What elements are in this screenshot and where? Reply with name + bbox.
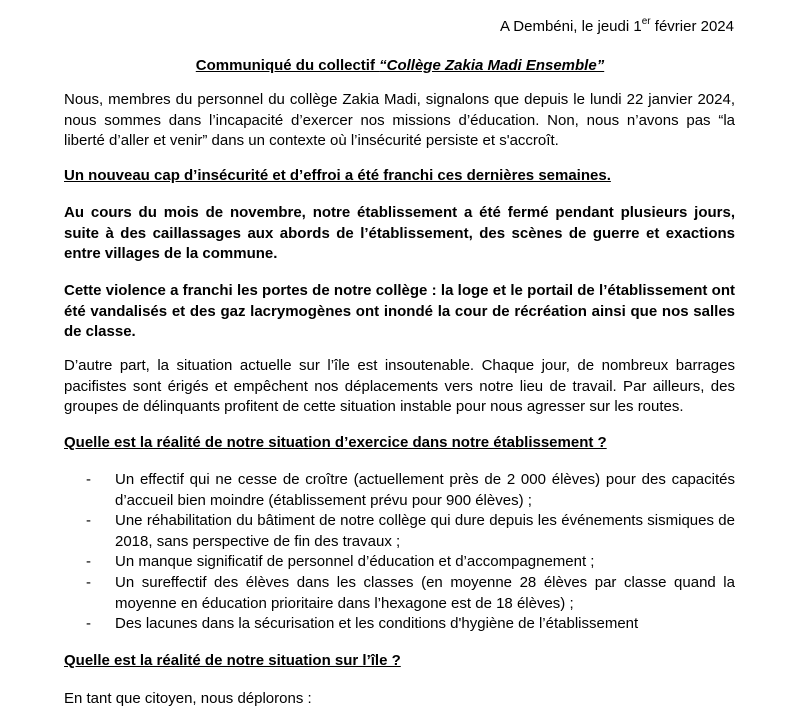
list-bullet: - <box>86 615 91 633</box>
list-bullet: - <box>86 553 91 571</box>
dateline-superscript: er <box>641 16 651 27</box>
list-item-text: Des lacunes dans la sécurisation et les conditions d'hygiène de l’établissement <box>115 615 639 633</box>
list-item <box>86 511 735 552</box>
dateline <box>500 16 734 38</box>
closing-line: En tant que citoyen, nous déplorons : <box>64 690 312 707</box>
bold-paragraph-november: Au cours du mois de novembre, notre établissement a été fermé pendant plusieurs jours, suite à des caillassages aux abords de l’établissement, des scènes de guerre et exactions entre villages de la commune. <box>64 204 735 263</box>
dateline-suffix: février 2024 <box>650 18 734 35</box>
section-heading-school-reality: Quelle est la réalité de notre situation d’exercice dans notre établissement ? <box>64 434 607 451</box>
dateline-prefix: A Dembéni, le jeudi 1 <box>499 18 642 35</box>
document-title <box>0 55 800 77</box>
paragraph-island-situation: D’autre part, la situation actuelle sur l’île est insoutenable. Chaque jour, de nombreux barrages pacifistes sont érigés et empêchent nos déplacements vers notre lieu de travail. Par ailleurs, des groupes de délinquants profitent de cette situation instable pour nous agresser sur les routes. <box>64 357 735 416</box>
list-item-text: Un sureffectif des élèves dans les classes (en moyenne 28 élèves par classe quand la moyenne en éducation prioritaire dans l’hexagone est de 18 élèves) ; <box>115 573 735 612</box>
list-item-text: Un manque significatif de personnel d’éducation et d’accompagnement ; <box>115 553 595 571</box>
section-heading-island-reality: Quelle est la réalité de notre situation sur l’île ? <box>64 652 401 669</box>
list-item <box>86 573 735 614</box>
list-item <box>86 470 735 511</box>
list-bullet: - <box>86 573 91 591</box>
section-heading-insecurity: Un nouveau cap d’insécurité et d’effroi a été franchi ces dernières semaines. <box>64 167 611 184</box>
title-collective-name: “Collège Zakia Madi Ensemble” <box>379 57 605 74</box>
list-bullet: - <box>86 471 91 488</box>
list-item-text: Une réhabilitation du bâtiment de notre collège qui dure depuis les événements sismiques de 2018, sans perspective de fin des travaux ; <box>115 512 735 550</box>
list-bullet: - <box>86 512 91 530</box>
issues-list <box>86 470 735 635</box>
intro-paragraph: Nous, membres du personnel du collège Zakia Madi, signalons que depuis le lundi 22 janvier 2024, nous sommes dans l’incapacité d’exercer nos missions d’éducation. Non, nous n’avons pas “la liberté d’aller et venir” dans un contexte où l’insécurité persiste et s'accroît. <box>64 91 735 150</box>
list-item-text: Un effectif qui ne cesse de croître (actuellement près de 2 000 élèves) pour des capacités d’accueil bien moindre (établissement prévu pour 900 élèves) ; <box>115 471 735 509</box>
title-prefix: Communiqué du collectif <box>195 57 380 74</box>
bold-paragraph-violence: Cette violence a franchi les portes de notre collège : la loge et le portail de l’établissement ont été vandalisés et des gaz lacrymogènes ont inondé la cour de récréation ainsi que nos salles de classe. <box>64 282 735 341</box>
list-item <box>86 552 735 573</box>
list-item <box>86 614 735 635</box>
